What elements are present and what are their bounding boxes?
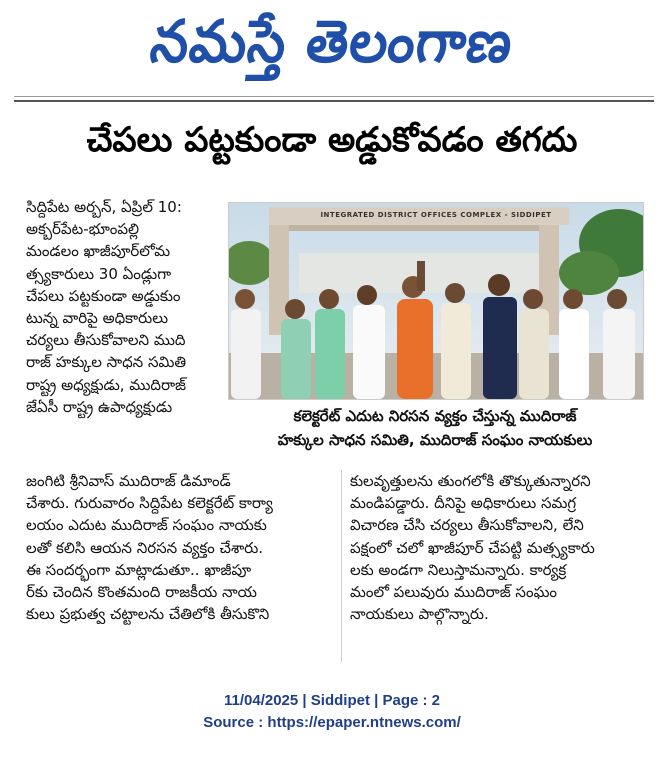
footer-edition-info: 11/04/2025 | Siddipet | Page : 2 <box>224 692 440 709</box>
column-divider <box>341 470 342 662</box>
photo-caption: కలెక్టరేట్ ఎదుట నిరసన వ్యక్తం చేస్తున్న ముదిరాజ్ హక్కుల సాధన సమితి, ముదిరాజ్ సంఘం నాయకులు <box>277 407 593 449</box>
article-headline: చేపలు పట్టకుండా అడ్డుకోవడం తగదు <box>86 120 578 160</box>
newspaper-logo: నమస్తే తెలంగాణ <box>146 7 518 76</box>
article-body-left-bottom: జంగిటి శ్రీనివాస్ ముదిరాజ్ డిమాండ్ చేశారు. గురువారం సిద్దిపేట కలెక్టరేట్ కార్యా లయం ఎదుట ముదిరాజ్ సంఘం నాయకు లతో కలిసి ఆయన నిరసన వ్యక్తం చేశారు. ఈ సందర్భంగా మాట్లాడుతూ.. ఖాజీపూ ర్‌కు చెందిన కొంతమంది రాజకీయ నాయ కులు ప్రభుత్వ చట్టాలను చేతిలోకి తీసుకొని <box>26 472 273 624</box>
masthead-divider-thick <box>14 100 654 102</box>
masthead-divider <box>14 96 654 97</box>
masthead <box>0 0 664 88</box>
page-footer <box>0 690 664 734</box>
footer-source-link[interactable]: Source : https://epaper.ntnews.com/ <box>203 714 461 731</box>
protest-photo-illustration <box>229 203 643 399</box>
photo-gate-sign: INTEGRATED DISTRICT OFFICES COMPLEX - SIDDIPET <box>320 211 552 219</box>
photo-caption-box <box>228 400 642 464</box>
article-body-left-top: సిద్దిపేట అర్బన్, ఏప్రిల్ 10: అక్బర్‌పేట-భూంపల్లి మండలం ఖాజీపూర్‌లోమ త్స్యకారులు 30 ఏండ్లుగా చేపలు పట్టకుండా అడ్డుకుం టున్న వారిపై అధికారులు చర్యలు తీసుకోవాలని ముది రాజ్ హక్కుల సాధన సమితి రాష్ట్ర అధ్యక్షుడు, ముదిరాజ్ జేఏసీ రాష్ట్ర ఉపాధ్యక్షుడు <box>26 198 187 416</box>
news-photo <box>228 202 644 400</box>
article-body-right-bottom: కులవృత్తులను తుంగలోకి తొక్కుతున్నారని మండిపడ్డారు. దీనిపై అధికారులు సమగ్ర విచారణ చేసి చర్యలు తీసుకోవాలని, లేని పక్షంలో చలో ఖాజీపూర్ చేపట్టి మత్స్యకారు లకు అండగా నిలుస్తామన్నారు. కార్యక్ర మంలో పలువురు ముదిరాజ్ సంఘం నాయకులు పాల్గొన్నారు. <box>350 472 595 624</box>
